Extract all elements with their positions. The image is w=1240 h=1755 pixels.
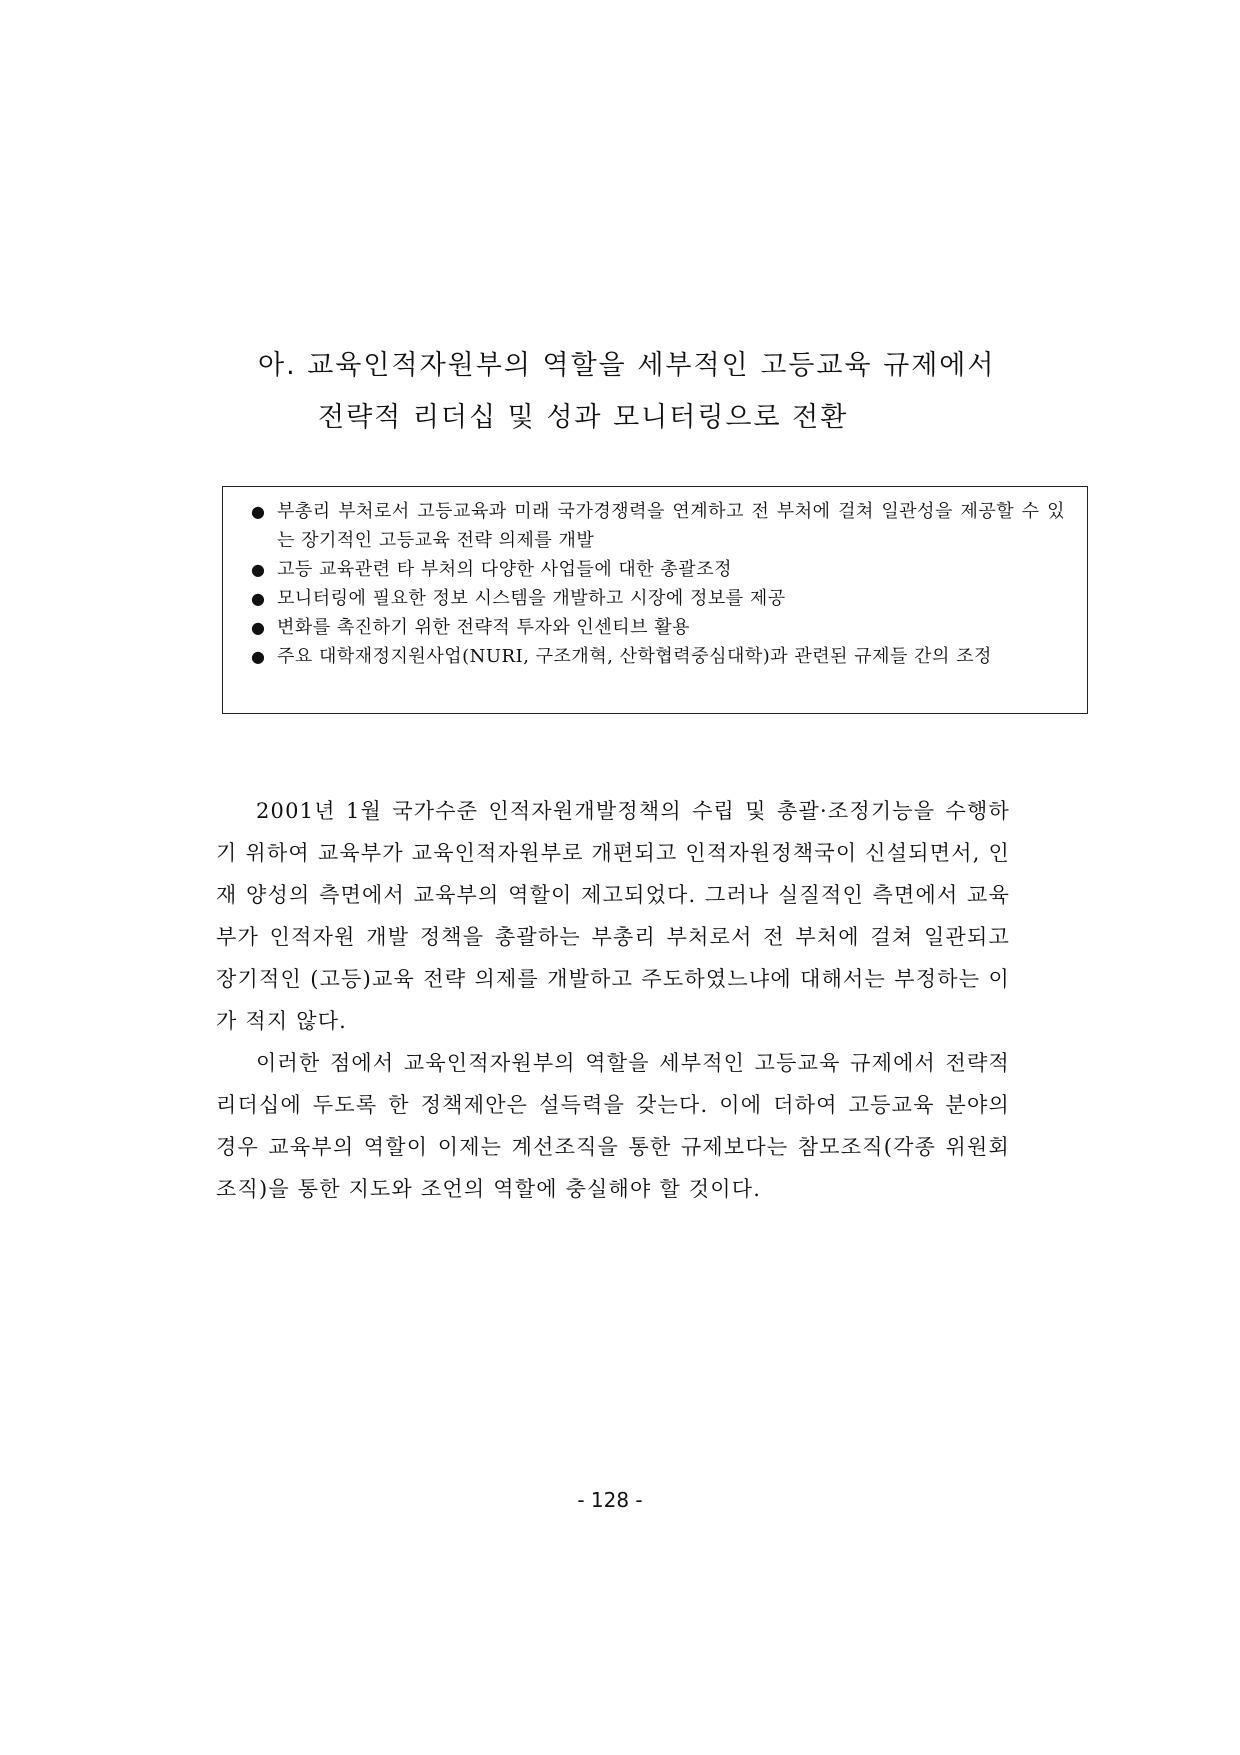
body-text <box>216 790 1010 1210</box>
bullet-icon: ● <box>251 502 266 521</box>
section-heading <box>258 340 1078 444</box>
bullet-icon: ● <box>251 618 266 637</box>
summary-item-text: 고등 교육관련 타 부처의 다양한 사업들에 대한 총괄조정 <box>277 559 732 580</box>
body-paragraph-2: 이러한 점에서 교육인적자원부의 역할을 세부적인 고등교육 규제에서 전략적 리더십에 두도록 한 정책제안은 설득력을 갖는다. 이에 더하여 고등교육 분야의 경우 교육부의 역할이 이제는 계선조직을 통한 규제보다는 참모조직(각종 위원회 조직)을 통한 지도와 조언의 역할에 충실해야 할 것이다. <box>216 1051 1010 1201</box>
summary-item-text: 주요 대학재정지원사업(NURI, 구조개혁, 산학협력중심대학)과 관련된 규제들 간의 조정 <box>277 646 992 667</box>
bullet-icon: ● <box>251 589 266 608</box>
summary-item <box>251 584 1065 613</box>
summary-list <box>251 497 1065 671</box>
summary-box <box>222 486 1088 714</box>
summary-item-text: 변화를 촉진하기 위한 전략적 투자와 인센티브 활용 <box>277 617 690 638</box>
body-paragraph-1: 2001년 1월 국가수준 인적자원개발정책의 수립 및 총괄·조정기능을 수행하기 위하여 교육부가 교육인적자원부로 개편되고 인적자원정책국이 신설되면서, 인재 양성의 측면에서 교육부의 역할이 제고되었다. 그러나 실질적인 측면에서 교육부가 인적자원 개발 정책을 총괄하는 부총리 부처로서 전 부처에 걸쳐 일관되고 장기적인 (고등)교육 전략 의제를 개발하고 주도하였느냐에 대해서는 부정하는 이가 적지 않다. <box>216 799 1010 1033</box>
summary-item <box>251 613 1065 642</box>
summary-item <box>251 497 1065 555</box>
summary-item <box>251 555 1065 584</box>
summary-item-text: 부총리 부처로서 고등교육과 미래 국가경쟁력을 연계하고 전 부처에 걸쳐 일관성을 제공할 수 있는 장기적인 고등교육 전략 의제를 개발 <box>277 501 1065 551</box>
section-heading-line-1: 아. 교육인적자원부의 역할을 세부적인 고등교육 규제에서 <box>258 350 996 381</box>
bullet-icon: ● <box>251 560 266 579</box>
bullet-icon: ● <box>251 647 266 666</box>
summary-item <box>251 642 1065 671</box>
summary-item-text: 모니터링에 필요한 정보 시스템을 개발하고 시장에 정보를 제공 <box>277 588 786 609</box>
section-heading-line-2: 전략적 리더십 및 성과 모니터링으로 전환 <box>318 402 849 433</box>
page-number: - 128 - <box>577 1488 643 1512</box>
